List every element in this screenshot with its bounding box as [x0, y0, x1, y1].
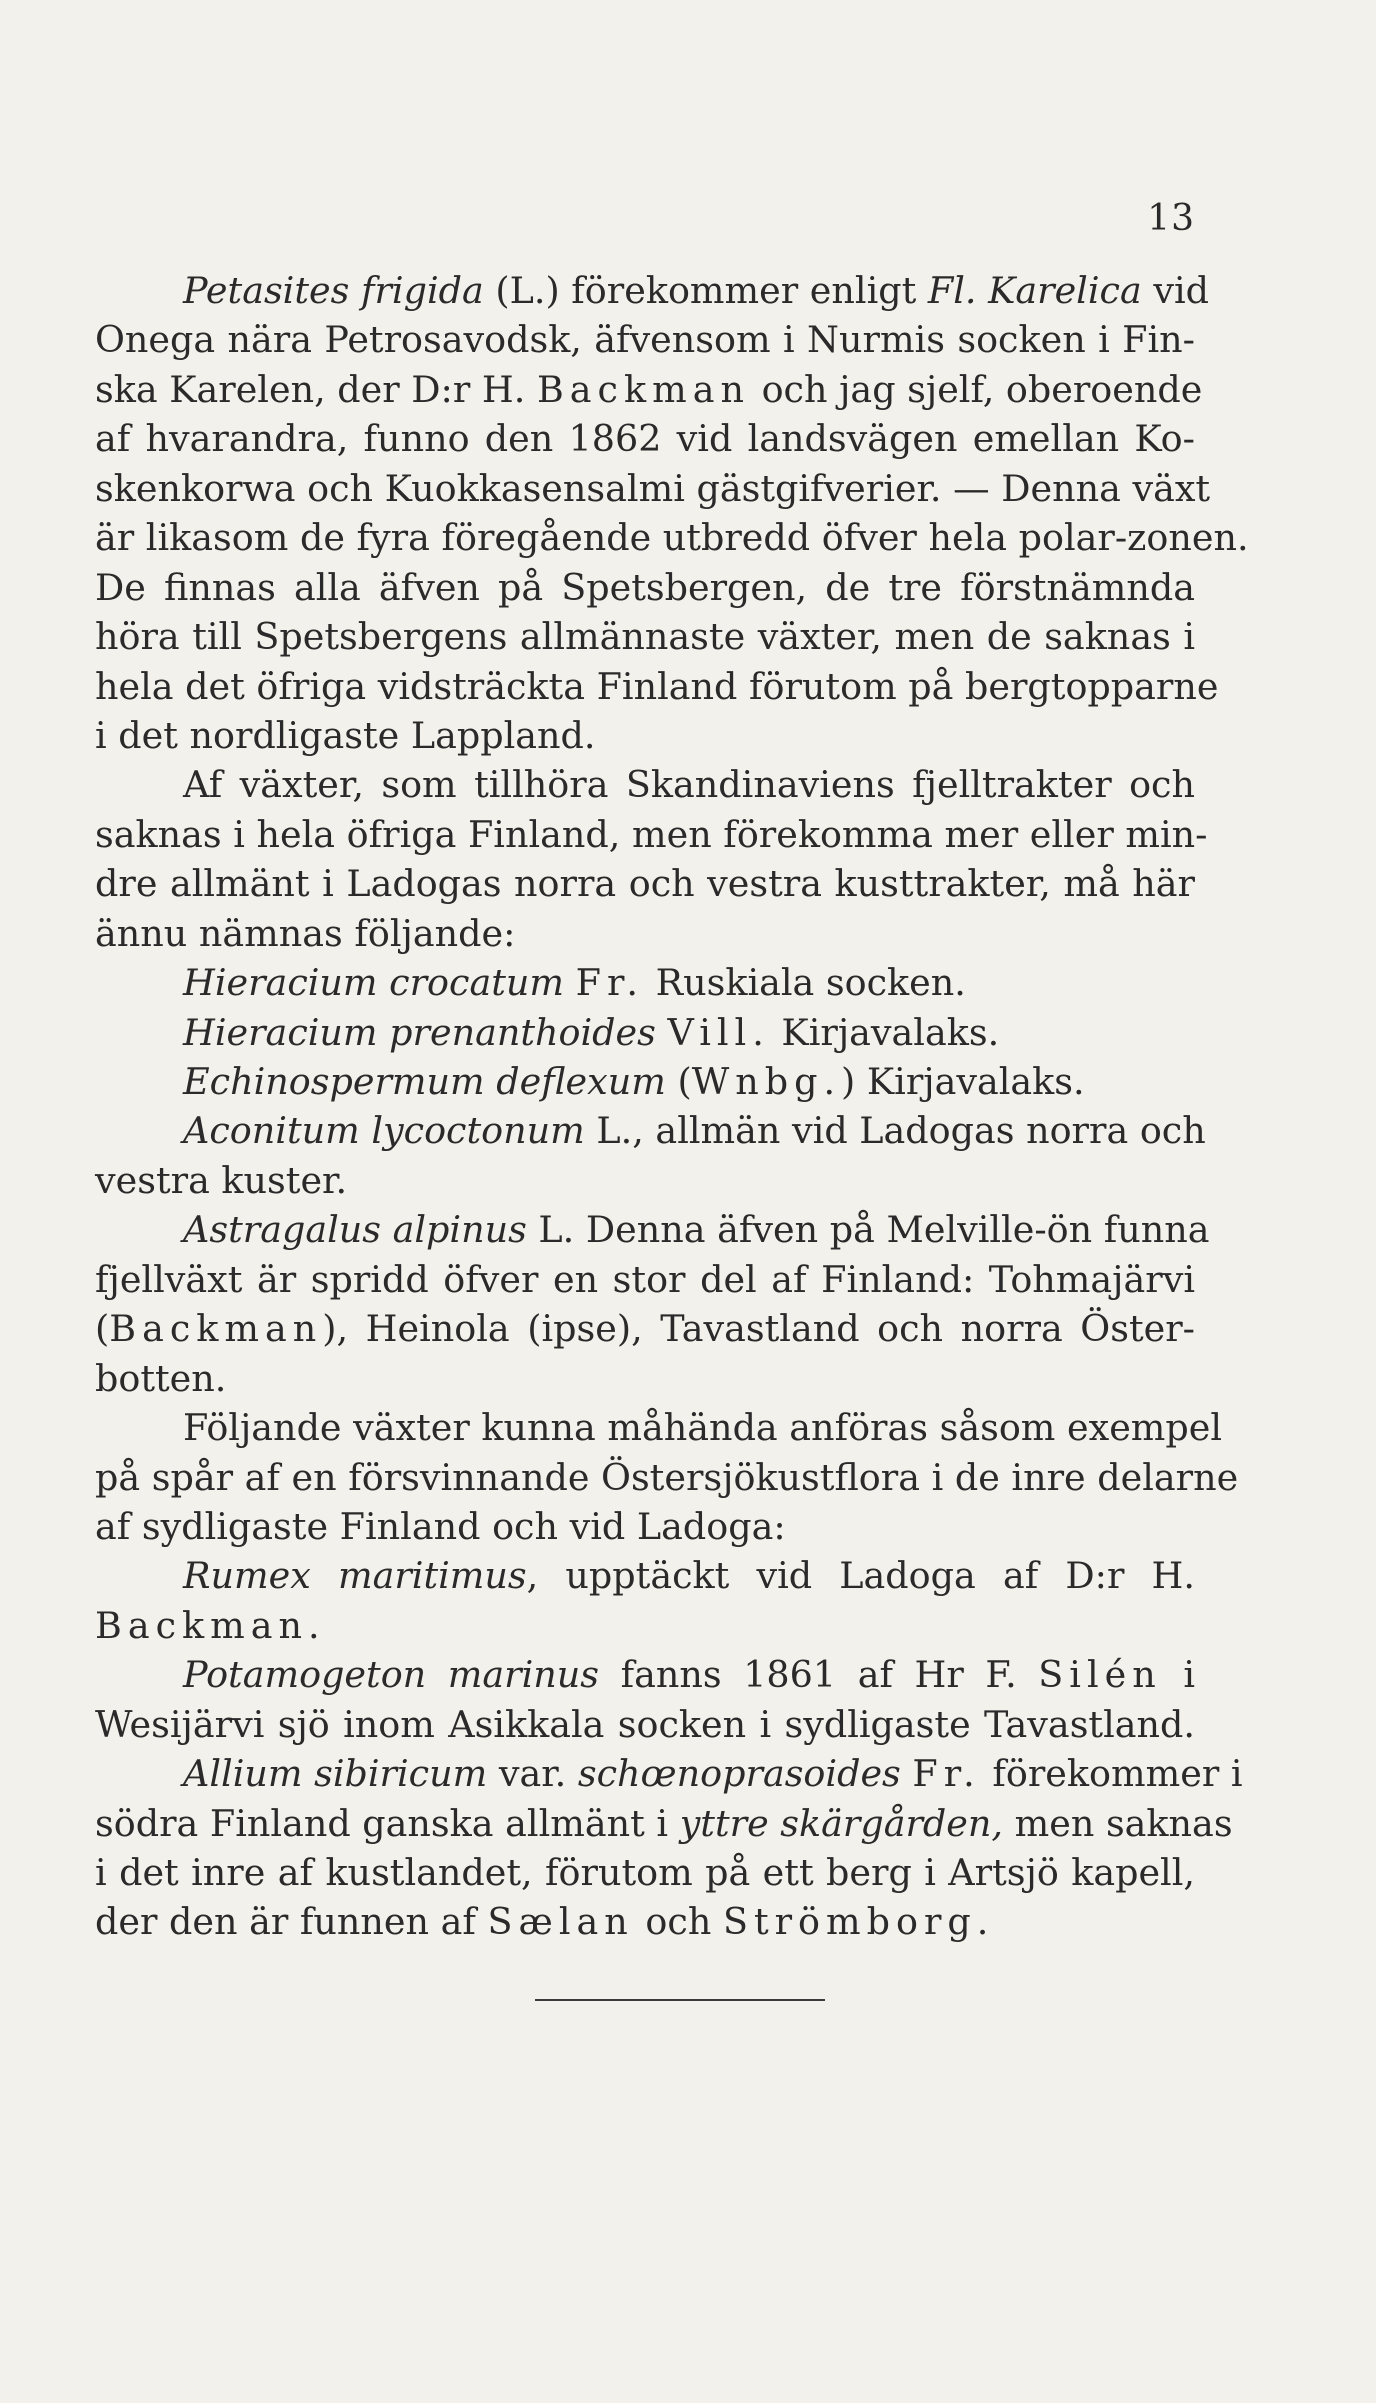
- text-line: [95, 1848, 1195, 1897]
- text-run: hela det öfriga vidsträckta Finland förutom på bergtopparne: [95, 664, 1219, 708]
- text-line: [95, 612, 1195, 661]
- text-run: (: [95, 1307, 110, 1351]
- spaced-author-name: Sælan: [487, 1900, 634, 1944]
- text-line: [95, 1897, 1195, 1946]
- text-run: fjellväxt är spridd öfver en stor del af Finland: Tohmajärvi: [95, 1257, 1195, 1301]
- text-run: Onega nära Petrosavodsk, äfvensom i Nurmis socken i Fin-: [95, 318, 1195, 362]
- spaced-author-name: Wnbg.: [691, 1060, 842, 1103]
- text-run: men saknas: [1003, 1801, 1233, 1845]
- spaced-author-name: Vill.: [667, 1010, 770, 1054]
- text-run: Kirjavalaks.: [769, 1010, 1000, 1054]
- text-run: botten.: [95, 1356, 227, 1400]
- text-run: Följande växter kunna måhända anföras såsom exempel: [183, 1406, 1223, 1450]
- text-line: [95, 464, 1211, 513]
- text-line: [95, 563, 1195, 612]
- text-line: [95, 711, 1195, 760]
- text-run: skenkorwa och Kuokkasensalmi gästgifverier. — Denna växt: [95, 466, 1211, 510]
- text-line: [95, 513, 1249, 562]
- text-line: [95, 1156, 1195, 1205]
- spaced-author-name: Silén: [1038, 1653, 1162, 1697]
- text-line: [95, 1403, 1223, 1452]
- text-run: ), Heinola (ipse), Tavastland och norra Öster-: [322, 1307, 1195, 1351]
- spaced-author-name: Fr.: [575, 961, 644, 1005]
- text-run: i det inre af kustlandet, förutom på ett berg i Artsjö kapell,: [95, 1851, 1195, 1894]
- text-line: [95, 1551, 1195, 1600]
- text-run: vid: [1141, 269, 1209, 312]
- text-run: är likasom de fyra föregående utbredd öfver hela polar-zonen.: [95, 516, 1249, 560]
- text-line: [95, 1304, 1195, 1353]
- spaced-author-name: Backman: [109, 1307, 323, 1351]
- text-line: [95, 1205, 1210, 1254]
- text-run: ) Kirjavalaks.: [841, 1060, 1085, 1103]
- text-line: [95, 1502, 1195, 1551]
- text-line: [95, 315, 1195, 364]
- text-run: De finnas alla äfven på Spetsbergen, de tre förstnämnda: [95, 565, 1195, 609]
- text-run: i det nordligaste Lappland.: [95, 713, 596, 757]
- text-run: Af växter, som tillhöra Skandinaviens fjelltrakter och: [183, 763, 1195, 807]
- text-run: ännu nämnas följande:: [95, 911, 516, 955]
- text-line: [95, 1354, 1195, 1403]
- italic-taxon-name: Petasites frigida: [183, 269, 484, 312]
- text-run: der den är funnen af: [95, 1900, 488, 1944]
- text-line: [95, 266, 1209, 315]
- italic-taxon-name: Fl. Karelica: [927, 269, 1142, 312]
- text-run: [901, 1752, 913, 1795]
- text-run: förekommer i: [980, 1752, 1243, 1796]
- spaced-author-name: Backman: [536, 367, 750, 411]
- text-run: .: [976, 1900, 989, 1944]
- text-run: (L.) förekommer enligt: [483, 269, 928, 312]
- text-line: [95, 810, 1208, 859]
- text-line: [95, 760, 1195, 809]
- text-run: Ruskiala socken.: [644, 961, 966, 1005]
- italic-taxon-name: schœnoprasoides: [577, 1752, 901, 1796]
- text-run: L. Denna äfven på Melville-ön funna: [526, 1208, 1210, 1252]
- text-line: [95, 1650, 1195, 1699]
- text-run: och: [633, 1900, 723, 1944]
- italic-taxon-name: Potamogeton marinus: [183, 1653, 600, 1697]
- italic-taxon-name: Hieracium crocatum: [183, 961, 565, 1005]
- text-line: [95, 365, 1203, 414]
- text-run: höra till Spetsbergens allmännaste växter, men de saknas i: [95, 615, 1195, 659]
- page-body-text: [95, 266, 1249, 1947]
- text-line: [95, 1749, 1243, 1798]
- text-line: [95, 1799, 1233, 1848]
- text-run: och jag sjelf, oberoende: [749, 367, 1203, 411]
- text-run: [656, 1011, 668, 1054]
- text-run: södra Finland ganska allmänt i: [95, 1801, 680, 1845]
- text-line: [95, 958, 1195, 1007]
- text-run: af hvarandra, funno den 1862 vid landsvägen emellan Ko-: [95, 417, 1195, 461]
- text-run: (: [665, 1060, 692, 1103]
- text-run: L., allmän vid Ladogas norra och: [584, 1109, 1206, 1153]
- italic-taxon-name: yttre skärgården,: [679, 1801, 1004, 1845]
- text-line: [95, 859, 1195, 908]
- page-number: 13: [1147, 198, 1195, 239]
- text-line: [95, 1601, 1195, 1650]
- text-run: dre allmänt i Ladogas norra och vestra kusttrakter, må här: [95, 862, 1195, 906]
- text-line: [95, 1057, 1195, 1106]
- spaced-author-name: Backman: [95, 1603, 309, 1647]
- text-line: [95, 1008, 1195, 1057]
- text-line: [95, 414, 1195, 463]
- text-run: , upptäckt vid Ladoga af D:r H.: [526, 1554, 1195, 1598]
- text-line: [95, 1255, 1195, 1304]
- italic-taxon-name: Echinospermum deflexum: [183, 1060, 666, 1103]
- italic-taxon-name: Astragalus alpinus: [183, 1208, 527, 1252]
- text-run: i: [1161, 1653, 1195, 1697]
- text-run: ska Karelen, der D:r H.: [95, 367, 537, 411]
- text-line: [95, 909, 1195, 958]
- text-line: [95, 1453, 1239, 1502]
- italic-taxon-name: Hieracium prenanthoides: [183, 1010, 656, 1054]
- text-run: var.: [487, 1752, 578, 1796]
- text-run: saknas i hela öfriga Finland, men förekomma mer eller min-: [95, 812, 1208, 856]
- text-run: .: [308, 1603, 320, 1647]
- text-run: vestra kuster.: [95, 1158, 348, 1202]
- text-run: på spår af en försvinnande Östersjökustflora i de inre delarne: [95, 1455, 1239, 1499]
- text-line: [95, 662, 1219, 711]
- text-run: [564, 961, 576, 1004]
- italic-taxon-name: Rumex maritimus: [183, 1554, 527, 1598]
- spaced-author-name: Strömborg: [722, 1900, 977, 1944]
- text-run: Wesijärvi sjö inom Asikkala socken i sydligaste Tavastland.: [95, 1702, 1195, 1746]
- section-end-rule: [535, 1999, 825, 2001]
- spaced-author-name: Fr.: [912, 1752, 981, 1796]
- text-line: [95, 1700, 1195, 1749]
- text-run: fanns 1861 af Hr F.: [599, 1653, 1039, 1697]
- italic-taxon-name: Aconitum lycoctonum: [183, 1109, 585, 1153]
- italic-taxon-name: Allium sibiricum: [183, 1752, 488, 1796]
- text-line: [95, 1106, 1206, 1155]
- text-run: af sydligaste Finland och vid Ladoga:: [95, 1504, 786, 1548]
